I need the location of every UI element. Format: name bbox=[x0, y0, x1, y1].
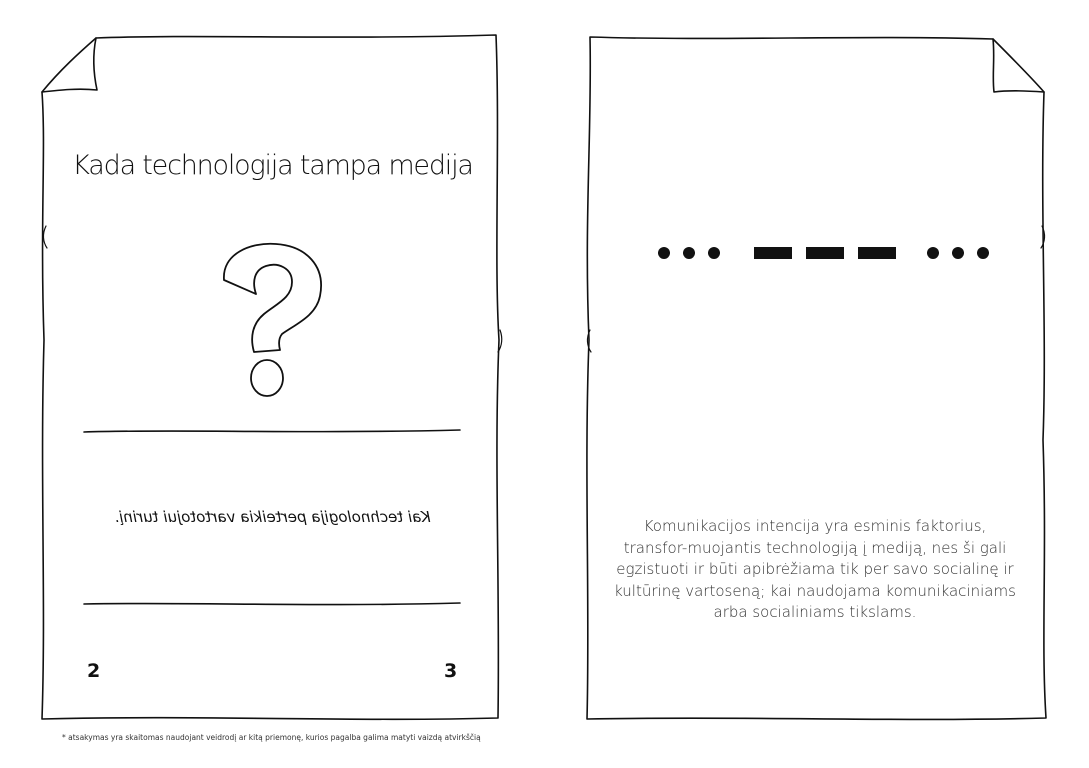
page-number-left: 2 bbox=[87, 660, 101, 682]
footnote: * atsakymas yra skaitomas naudojant veidrodį ar kitą priemonę, kurios pagalba galima matyti vaizdą atvirkščią bbox=[62, 733, 481, 742]
question-mark-icon bbox=[210, 240, 335, 400]
right-card-paragraph: Komunikacijos intencija yra esminis faktorius, transfor-muojantis technologiją į mediją, nes ši gali egzistuoti ir būti apibrėžiama tik per savo socialinę ir kultūrinę vartoseną; kai naudojama komunikaciniams arba socialiniams tikslams. bbox=[614, 517, 1016, 621]
morse-dot bbox=[927, 247, 939, 259]
morse-dot bbox=[708, 247, 720, 259]
morse-dash bbox=[806, 247, 844, 259]
morse-dash bbox=[754, 247, 792, 259]
page-number-right: 3 bbox=[444, 660, 458, 682]
morse-dash bbox=[858, 247, 896, 259]
morse-dot bbox=[658, 247, 670, 259]
morse-dot bbox=[952, 247, 964, 259]
mirrored-answer: Kai technologija perteikia vartotojui turinį. bbox=[114, 508, 431, 526]
folded-corner-icon bbox=[42, 38, 97, 92]
morse-dot bbox=[683, 247, 695, 259]
morse-code bbox=[600, 238, 1040, 268]
left-card-title: Kada technologija tampa medija bbox=[72, 150, 473, 181]
morse-dot bbox=[977, 247, 989, 259]
